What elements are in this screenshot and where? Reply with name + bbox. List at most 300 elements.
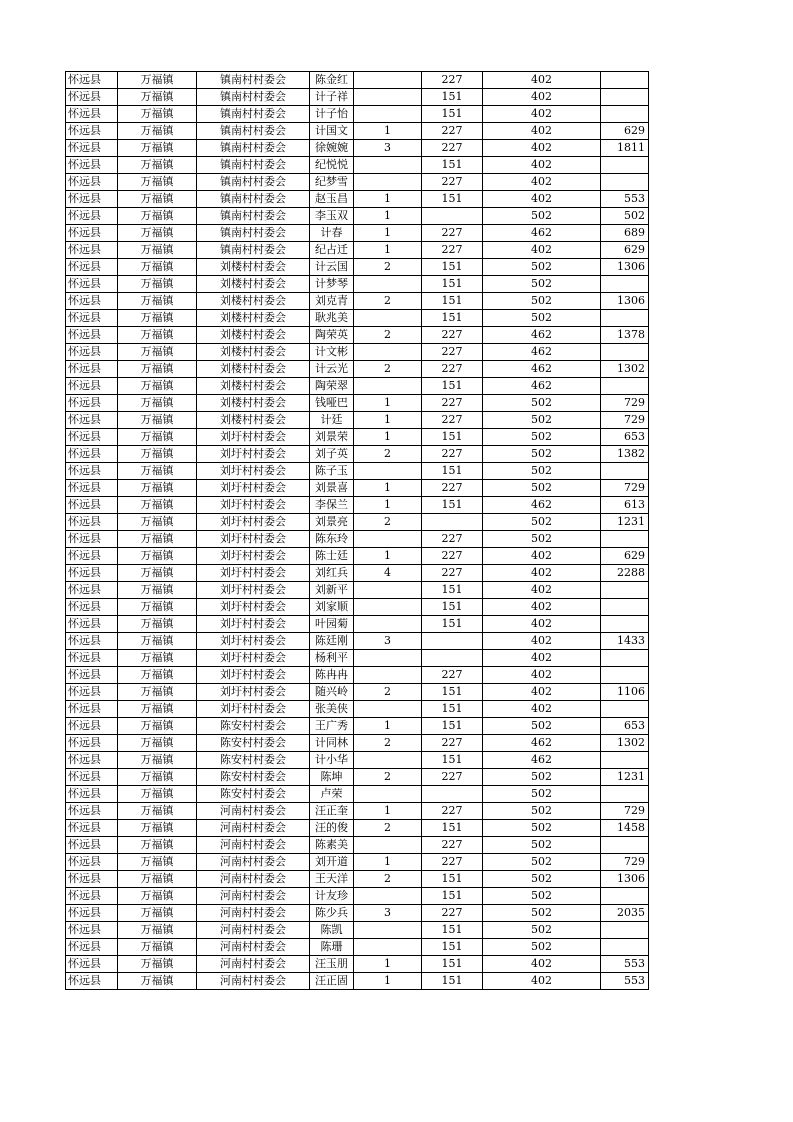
name-cell: 刘新平: [310, 582, 354, 599]
amount-a-cell: 151: [422, 276, 483, 293]
count-cell: 4: [354, 565, 422, 582]
table-row: [66, 89, 649, 106]
amount-a-cell: 151: [422, 973, 483, 990]
amount-b-cell: 402: [483, 633, 601, 650]
table-row: [66, 276, 649, 293]
name-cell: 计春: [310, 225, 354, 242]
county-cell: 怀远县: [66, 446, 118, 463]
village-committee-cell: 镇南村村委会: [197, 225, 310, 242]
amount-b-cell: 402: [483, 89, 601, 106]
village-committee-cell: 陈安村村委会: [197, 735, 310, 752]
amount-a-cell: 151: [422, 463, 483, 480]
table-row: [66, 497, 649, 514]
count-cell: 1: [354, 395, 422, 412]
amount-a-cell: 227: [422, 174, 483, 191]
amount-a-cell: 151: [422, 956, 483, 973]
amount-b-cell: 502: [483, 769, 601, 786]
amount-b-cell: 502: [483, 480, 601, 497]
county-cell: 怀远县: [66, 769, 118, 786]
amount-b-cell: 462: [483, 344, 601, 361]
total-cell: [601, 922, 649, 939]
town-cell: 万福镇: [118, 752, 197, 769]
count-cell: 1: [354, 123, 422, 140]
total-cell: [601, 837, 649, 854]
amount-a-cell: 227: [422, 123, 483, 140]
amount-b-cell: 402: [483, 650, 601, 667]
name-cell: 陈东玲: [310, 531, 354, 548]
table-row: [66, 616, 649, 633]
count-cell: [354, 599, 422, 616]
count-cell: 2: [354, 327, 422, 344]
amount-a-cell: 151: [422, 820, 483, 837]
amount-a-cell: 151: [422, 191, 483, 208]
amount-a-cell: 151: [422, 871, 483, 888]
village-committee-cell: 刘圩村村委会: [197, 463, 310, 480]
town-cell: 万福镇: [118, 395, 197, 412]
total-cell: 729: [601, 854, 649, 871]
name-cell: 陈金红: [310, 72, 354, 89]
county-cell: 怀远县: [66, 820, 118, 837]
town-cell: 万福镇: [118, 361, 197, 378]
amount-b-cell: 462: [483, 225, 601, 242]
amount-b-cell: 402: [483, 72, 601, 89]
amount-b-cell: 502: [483, 531, 601, 548]
village-committee-cell: 刘楼村村委会: [197, 344, 310, 361]
count-cell: [354, 616, 422, 633]
count-cell: [354, 310, 422, 327]
name-cell: 李玉双: [310, 208, 354, 225]
town-cell: 万福镇: [118, 735, 197, 752]
amount-a-cell: 227: [422, 480, 483, 497]
amount-b-cell: 502: [483, 395, 601, 412]
total-cell: 729: [601, 803, 649, 820]
name-cell: 陈坤: [310, 769, 354, 786]
amount-b-cell: 502: [483, 871, 601, 888]
town-cell: 万福镇: [118, 276, 197, 293]
count-cell: 1: [354, 208, 422, 225]
name-cell: 计廷: [310, 412, 354, 429]
count-cell: 1: [354, 412, 422, 429]
count-cell: [354, 174, 422, 191]
village-committee-cell: 镇南村村委会: [197, 191, 310, 208]
village-committee-cell: 刘楼村村委会: [197, 276, 310, 293]
name-cell: 汪正固: [310, 973, 354, 990]
amount-b-cell: 402: [483, 667, 601, 684]
town-cell: 万福镇: [118, 973, 197, 990]
name-cell: 钱哑巴: [310, 395, 354, 412]
village-committee-cell: 刘圩村村委会: [197, 480, 310, 497]
county-cell: 怀远县: [66, 106, 118, 123]
amount-b-cell: 462: [483, 752, 601, 769]
amount-b-cell: 462: [483, 327, 601, 344]
village-committee-cell: 刘楼村村委会: [197, 412, 310, 429]
village-committee-cell: 河南村村委会: [197, 973, 310, 990]
town-cell: 万福镇: [118, 106, 197, 123]
name-cell: 刘景荣: [310, 429, 354, 446]
table-row: [66, 752, 649, 769]
village-committee-cell: 刘圩村村委会: [197, 548, 310, 565]
town-cell: 万福镇: [118, 174, 197, 191]
name-cell: 陈子玉: [310, 463, 354, 480]
total-cell: [601, 786, 649, 803]
table-row: [66, 650, 649, 667]
table-row: [66, 225, 649, 242]
amount-a-cell: 227: [422, 531, 483, 548]
name-cell: 汪的俊: [310, 820, 354, 837]
count-cell: 1: [354, 803, 422, 820]
county-cell: 怀远县: [66, 208, 118, 225]
name-cell: 计小华: [310, 752, 354, 769]
count-cell: 2: [354, 769, 422, 786]
town-cell: 万福镇: [118, 786, 197, 803]
amount-b-cell: 402: [483, 684, 601, 701]
county-cell: 怀远县: [66, 412, 118, 429]
town-cell: 万福镇: [118, 871, 197, 888]
village-committee-cell: 刘圩村村委会: [197, 633, 310, 650]
amount-b-cell: 502: [483, 429, 601, 446]
amount-b-cell: 502: [483, 718, 601, 735]
amount-b-cell: 462: [483, 735, 601, 752]
total-cell: [601, 667, 649, 684]
table-row: [66, 786, 649, 803]
amount-a-cell: [422, 514, 483, 531]
amount-a-cell: 227: [422, 854, 483, 871]
village-committee-cell: 刘楼村村委会: [197, 293, 310, 310]
amount-b-cell: 402: [483, 123, 601, 140]
county-cell: 怀远县: [66, 157, 118, 174]
table-row: [66, 735, 649, 752]
amount-b-cell: 502: [483, 922, 601, 939]
village-committee-cell: 镇南村村委会: [197, 174, 310, 191]
amount-b-cell: 402: [483, 956, 601, 973]
name-cell: 赵玉昌: [310, 191, 354, 208]
village-committee-cell: 河南村村委会: [197, 888, 310, 905]
total-cell: 2288: [601, 565, 649, 582]
town-cell: 万福镇: [118, 123, 197, 140]
amount-a-cell: 151: [422, 939, 483, 956]
table-row: [66, 803, 649, 820]
table-row: [66, 837, 649, 854]
county-cell: 怀远县: [66, 480, 118, 497]
count-cell: 1: [354, 718, 422, 735]
amount-a-cell: 151: [422, 378, 483, 395]
county-cell: 怀远县: [66, 514, 118, 531]
name-cell: 陶荣英: [310, 327, 354, 344]
name-cell: 汪正奎: [310, 803, 354, 820]
town-cell: 万福镇: [118, 684, 197, 701]
amount-a-cell: 227: [422, 446, 483, 463]
table-row: [66, 956, 649, 973]
table-row: [66, 140, 649, 157]
amount-b-cell: 502: [483, 854, 601, 871]
amount-b-cell: 402: [483, 140, 601, 157]
count-cell: [354, 939, 422, 956]
total-cell: [601, 344, 649, 361]
count-cell: 1: [354, 548, 422, 565]
county-cell: 怀远县: [66, 242, 118, 259]
count-cell: [354, 667, 422, 684]
total-cell: [601, 310, 649, 327]
county-cell: 怀远县: [66, 735, 118, 752]
town-cell: 万福镇: [118, 803, 197, 820]
town-cell: 万福镇: [118, 854, 197, 871]
table-row: [66, 242, 649, 259]
name-cell: 计友珍: [310, 888, 354, 905]
village-committee-cell: 镇南村村委会: [197, 242, 310, 259]
village-committee-cell: 河南村村委会: [197, 871, 310, 888]
county-cell: 怀远县: [66, 395, 118, 412]
name-cell: 计云国: [310, 259, 354, 276]
total-cell: 553: [601, 973, 649, 990]
table-row: [66, 769, 649, 786]
county-cell: 怀远县: [66, 140, 118, 157]
amount-b-cell: 402: [483, 191, 601, 208]
county-cell: 怀远县: [66, 718, 118, 735]
total-cell: [601, 531, 649, 548]
amount-a-cell: 151: [422, 616, 483, 633]
amount-b-cell: 502: [483, 412, 601, 429]
county-cell: 怀远县: [66, 701, 118, 718]
name-cell: 计云光: [310, 361, 354, 378]
town-cell: 万福镇: [118, 242, 197, 259]
county-cell: 怀远县: [66, 293, 118, 310]
amount-a-cell: 227: [422, 140, 483, 157]
name-cell: 耿兆美: [310, 310, 354, 327]
county-cell: 怀远县: [66, 276, 118, 293]
town-cell: 万福镇: [118, 225, 197, 242]
town-cell: 万福镇: [118, 157, 197, 174]
county-cell: 怀远县: [66, 344, 118, 361]
name-cell: 陈士廷: [310, 548, 354, 565]
county-cell: 怀远县: [66, 616, 118, 633]
village-committee-cell: 河南村村委会: [197, 922, 310, 939]
total-cell: [601, 701, 649, 718]
town-cell: 万福镇: [118, 956, 197, 973]
table-row: [66, 667, 649, 684]
amount-b-cell: 502: [483, 837, 601, 854]
total-cell: 729: [601, 412, 649, 429]
name-cell: 刘开道: [310, 854, 354, 871]
table-row: [66, 973, 649, 990]
village-committee-cell: 刘楼村村委会: [197, 361, 310, 378]
village-committee-cell: 刘圩村村委会: [197, 497, 310, 514]
amount-b-cell: 502: [483, 939, 601, 956]
amount-a-cell: 227: [422, 548, 483, 565]
amount-b-cell: 502: [483, 259, 601, 276]
name-cell: 纪占迁: [310, 242, 354, 259]
town-cell: 万福镇: [118, 616, 197, 633]
amount-a-cell: 227: [422, 72, 483, 89]
amount-b-cell: 502: [483, 786, 601, 803]
county-cell: 怀远县: [66, 123, 118, 140]
amount-a-cell: 151: [422, 599, 483, 616]
village-committee-cell: 陈安村村委会: [197, 718, 310, 735]
name-cell: 王广秀: [310, 718, 354, 735]
count-cell: 3: [354, 633, 422, 650]
total-cell: 1306: [601, 871, 649, 888]
total-cell: [601, 939, 649, 956]
county-cell: 怀远县: [66, 565, 118, 582]
amount-b-cell: 462: [483, 378, 601, 395]
amount-a-cell: 227: [422, 327, 483, 344]
amount-a-cell: 227: [422, 344, 483, 361]
village-committee-cell: 河南村村委会: [197, 939, 310, 956]
count-cell: [354, 701, 422, 718]
amount-a-cell: 151: [422, 106, 483, 123]
table-row: [66, 599, 649, 616]
total-cell: 553: [601, 956, 649, 973]
amount-a-cell: 151: [422, 582, 483, 599]
table-row: [66, 871, 649, 888]
count-cell: 2: [354, 361, 422, 378]
table-row: [66, 344, 649, 361]
amount-b-cell: 502: [483, 905, 601, 922]
table-row: [66, 123, 649, 140]
name-cell: 计子怡: [310, 106, 354, 123]
count-cell: [354, 157, 422, 174]
total-cell: [601, 650, 649, 667]
amount-a-cell: 227: [422, 225, 483, 242]
count-cell: [354, 752, 422, 769]
amount-a-cell: 151: [422, 701, 483, 718]
total-cell: 553: [601, 191, 649, 208]
village-committee-cell: 刘圩村村委会: [197, 446, 310, 463]
count-cell: [354, 582, 422, 599]
village-committee-cell: 河南村村委会: [197, 956, 310, 973]
amount-b-cell: 502: [483, 276, 601, 293]
table-row: [66, 191, 649, 208]
table-row: [66, 531, 649, 548]
name-cell: 陶荣翠: [310, 378, 354, 395]
amount-b-cell: 402: [483, 548, 601, 565]
table-row: [66, 259, 649, 276]
total-cell: 1302: [601, 361, 649, 378]
village-committee-cell: 刘楼村村委会: [197, 395, 310, 412]
village-committee-cell: 刘圩村村委会: [197, 565, 310, 582]
town-cell: 万福镇: [118, 344, 197, 361]
village-committee-cell: 镇南村村委会: [197, 157, 310, 174]
amount-a-cell: 227: [422, 667, 483, 684]
name-cell: 汪玉朋: [310, 956, 354, 973]
count-cell: [354, 650, 422, 667]
data-table: [65, 71, 649, 990]
count-cell: [354, 786, 422, 803]
count-cell: 1: [354, 225, 422, 242]
total-cell: 1302: [601, 735, 649, 752]
county-cell: 怀远县: [66, 327, 118, 344]
table-row: [66, 922, 649, 939]
total-cell: 1106: [601, 684, 649, 701]
count-cell: 2: [354, 446, 422, 463]
count-cell: [354, 106, 422, 123]
village-committee-cell: 镇南村村委会: [197, 208, 310, 225]
amount-a-cell: 227: [422, 361, 483, 378]
total-cell: [601, 463, 649, 480]
amount-b-cell: 502: [483, 463, 601, 480]
total-cell: 1306: [601, 259, 649, 276]
total-cell: [601, 106, 649, 123]
count-cell: 1: [354, 429, 422, 446]
county-cell: 怀远县: [66, 752, 118, 769]
village-committee-cell: 河南村村委会: [197, 820, 310, 837]
village-committee-cell: 镇南村村委会: [197, 123, 310, 140]
count-cell: 1: [354, 973, 422, 990]
town-cell: 万福镇: [118, 327, 197, 344]
amount-b-cell: 402: [483, 701, 601, 718]
name-cell: 李保兰: [310, 497, 354, 514]
count-cell: 1: [354, 480, 422, 497]
town-cell: 万福镇: [118, 514, 197, 531]
county-cell: 怀远县: [66, 803, 118, 820]
village-committee-cell: 河南村村委会: [197, 803, 310, 820]
count-cell: 2: [354, 735, 422, 752]
name-cell: 刘子英: [310, 446, 354, 463]
count-cell: [354, 837, 422, 854]
town-cell: 万福镇: [118, 463, 197, 480]
table-row: [66, 939, 649, 956]
county-cell: 怀远县: [66, 888, 118, 905]
county-cell: 怀远县: [66, 973, 118, 990]
total-cell: 729: [601, 395, 649, 412]
total-cell: 1231: [601, 514, 649, 531]
name-cell: 计同林: [310, 735, 354, 752]
name-cell: 刘克青: [310, 293, 354, 310]
amount-a-cell: 227: [422, 905, 483, 922]
town-cell: 万福镇: [118, 140, 197, 157]
table-row: [66, 480, 649, 497]
village-committee-cell: 陈安村村委会: [197, 786, 310, 803]
amount-a-cell: 227: [422, 412, 483, 429]
name-cell: 随兴岭: [310, 684, 354, 701]
amount-a-cell: 227: [422, 395, 483, 412]
village-committee-cell: 陈安村村委会: [197, 769, 310, 786]
county-cell: 怀远县: [66, 463, 118, 480]
county-cell: 怀远县: [66, 786, 118, 803]
table-row: [66, 310, 649, 327]
count-cell: [354, 276, 422, 293]
count-cell: [354, 378, 422, 395]
village-committee-cell: 镇南村村委会: [197, 106, 310, 123]
name-cell: 卢荣: [310, 786, 354, 803]
village-committee-cell: 刘圩村村委会: [197, 582, 310, 599]
amount-a-cell: 227: [422, 803, 483, 820]
amount-a-cell: 151: [422, 684, 483, 701]
name-cell: 陈素美: [310, 837, 354, 854]
count-cell: [354, 344, 422, 361]
town-cell: 万福镇: [118, 650, 197, 667]
village-committee-cell: 刘楼村村委会: [197, 378, 310, 395]
village-committee-cell: 刘圩村村委会: [197, 701, 310, 718]
village-committee-cell: 镇南村村委会: [197, 140, 310, 157]
table-row: [66, 718, 649, 735]
county-cell: 怀远县: [66, 582, 118, 599]
county-cell: 怀远县: [66, 310, 118, 327]
total-cell: 1811: [601, 140, 649, 157]
village-committee-cell: 刘圩村村委会: [197, 667, 310, 684]
amount-b-cell: 462: [483, 497, 601, 514]
count-cell: [354, 89, 422, 106]
name-cell: 陈珊: [310, 939, 354, 956]
count-cell: [354, 72, 422, 89]
name-cell: 张美侠: [310, 701, 354, 718]
table-row: [66, 854, 649, 871]
count-cell: 2: [354, 514, 422, 531]
county-cell: 怀远县: [66, 191, 118, 208]
town-cell: 万福镇: [118, 429, 197, 446]
amount-b-cell: 502: [483, 514, 601, 531]
town-cell: 万福镇: [118, 89, 197, 106]
table-row: [66, 820, 649, 837]
